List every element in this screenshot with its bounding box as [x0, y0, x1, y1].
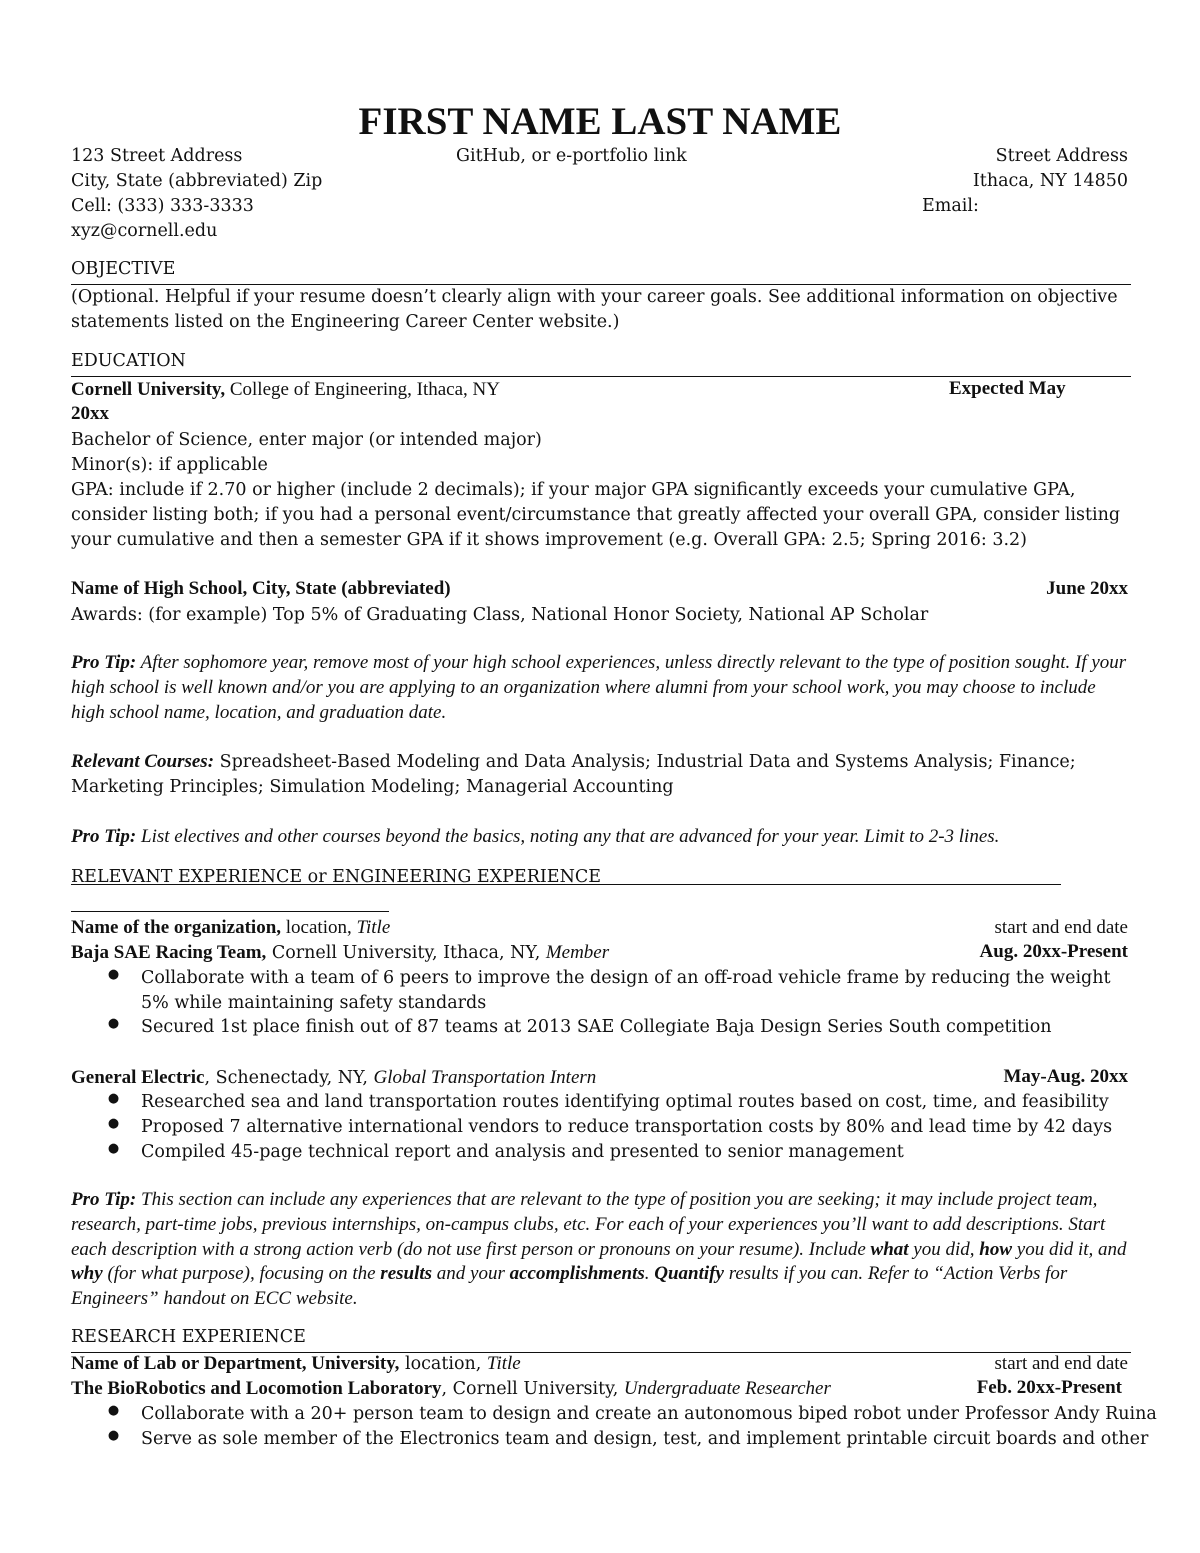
pro-tip-experience: Pro Tip: This section can include any experiences that are relevant to the type of position you are seeking; it may include project team, research, part-time jobs, previous internships, on-campus clubs, etc. For each of your experiences you’ll want to add descriptions. Start each description with a strong action verb (do not use first person or pronouns on your resume). Include what you did, how you did it, and why (for what purpose), focusing on the results and your accomplishments. Quantify results if you can. Refer to “Action Verbs for Engineers” handout on ECC website. — [71, 1189, 1127, 1310]
bullet-icon: ● — [107, 1428, 120, 1443]
address-line-1: 123 Street Address — [71, 146, 243, 166]
bullet-icon: ● — [107, 1403, 120, 1418]
baja-date: Aug. 20xx-Present — [979, 941, 1128, 962]
cornell-line — [71, 378, 500, 403]
baja-bullet-2: Secured 1st place finish out of 87 teams at 2013 SAE Collegiate Baja Design Series South competition — [141, 1017, 1052, 1037]
experience-heading: RELEVANT EXPERIENCE or ENGINEERING EXPERIENCE — [71, 867, 602, 887]
bullet-icon: ● — [107, 1091, 120, 1106]
pro-tip-label: Pro Tip: — [71, 652, 137, 673]
degree: Bachelor of Science, enter major (or intended major) — [71, 430, 542, 450]
high-school-date: June 20xx — [1046, 578, 1128, 599]
pro-tip-label: Pro Tip: — [71, 826, 137, 847]
experience-template-line: Name of the organization, location, Title — [71, 917, 391, 938]
expected-date: Expected May — [949, 378, 1066, 399]
lab-date: Feb. 20xx-Present — [976, 1377, 1122, 1398]
pro-tip-high-school: Pro Tip: After sophomore year, remove most of your high school experiences, unless directly relevant to the type of position sought. If your high school is well known and/or you are applying to an organization where alumni from your school work, you may choose to include high school name, location, and graduation date. — [71, 652, 1127, 723]
research-template-line: Name of Lab or Department, University, location, Title — [71, 1353, 521, 1374]
email-label: Email: — [922, 196, 979, 216]
experience-template-date: start and end date — [994, 917, 1128, 938]
email-address: xyz@cornell.edu — [71, 221, 218, 241]
pro-tip-courses: Pro Tip: List electives and other courses beyond the basics, noting any that are advanced for your year. Limit to 2-3 lines. — [71, 826, 1000, 847]
bullet-icon: ● — [107, 1016, 120, 1031]
ge-bullet-2: Proposed 7 alternative international vendors to reduce transportation costs by 80% and lead time by 42 days — [141, 1117, 1113, 1137]
objective-heading: OBJECTIVE — [71, 260, 1131, 285]
research-heading: RESEARCH EXPERIENCE — [71, 1328, 1131, 1353]
portfolio-link[interactable]: GitHub, or e-portfolio link — [456, 146, 687, 166]
bullet-icon: ● — [107, 1116, 120, 1131]
lab-line: The BioRobotics and Locomotion Laboratory, Cornell University, Undergraduate Researcher — [71, 1378, 831, 1399]
baja-line: Baja SAE Racing Team, Cornell University, Ithaca, NY, Member — [71, 942, 610, 963]
objective-text: (Optional. Helpful if your resume doesn’t clearly align with your career goals. See additional information on objective statements listed on the Engineering Career Center website.) — [71, 287, 1118, 332]
expected-year: 20xx — [71, 403, 109, 424]
ge-line: General Electric, Schenectady, NY, Global Transportation Intern — [71, 1067, 597, 1088]
lab-bullet-2: Serve as sole member of the Electronics team and design, test, and implement printable circuit boards and other — [141, 1429, 1149, 1449]
cell-phone: Cell: (333) 333-3333 — [71, 196, 254, 216]
baja-bullet-1: Collaborate with a team of 6 peers to improve the design of an off-road vehicle frame by reducing the weight 5% while maintaining safety standards — [141, 968, 1111, 1013]
experience-sub-rule — [71, 911, 389, 912]
courses-label: Relevant Courses: — [71, 751, 215, 772]
bullet-icon: ● — [107, 1141, 120, 1156]
college-location: College of Engineering, Ithaca, NY — [225, 379, 500, 400]
lab-bullet-1: Collaborate with a 20+ person team to design and create an autonomous biped robot under Professor Andy Ruina — [141, 1404, 1157, 1424]
minor: Minor(s): if applicable — [71, 455, 268, 475]
campus-address-line-2: Ithaca, NY 14850 — [972, 171, 1128, 191]
gpa-guidance: GPA: include if 2.70 or higher (include 2 decimals); if your major GPA significantly exceeds your cumulative GPA, consider listing both; if you had a personal event/circumstance that greatly affected your overall GPA, consider listing your cumulative and then a semester GPA if it shows improvement (e.g. Overall GPA: 2.5; Spring 2016: 3.2) — [71, 480, 1121, 550]
ge-date: May-Aug. 20xx — [1003, 1066, 1128, 1087]
experience-heading-rule — [71, 884, 1061, 885]
bullet-icon: ● — [107, 967, 120, 982]
school-name: Cornell University, — [71, 379, 226, 400]
ge-bullet-1: Researched sea and land transportation routes identifying optimal routes based on cost, time, and feasibility — [141, 1092, 1109, 1112]
campus-address-line-1: Street Address — [995, 146, 1128, 166]
relevant-courses: Relevant Courses: Spreadsheet-Based Modeling and Data Analysis; Industrial Data and Systems Analysis; Finance; Marketing Principles; Simulation Modeling; Managerial Accounting — [71, 751, 1076, 797]
address-line-2: City, State (abbreviated) Zip — [71, 171, 323, 191]
research-template-date: start and end date — [994, 1353, 1128, 1374]
high-school-awards: Awards: (for example) Top 5% of Graduating Class, National Honor Society, National AP Scholar — [71, 605, 929, 625]
high-school-name: Name of High School, City, State (abbreviated) — [71, 578, 451, 599]
ge-bullet-3: Compiled 45-page technical report and analysis and presented to senior management — [141, 1142, 904, 1162]
applicant-name: FIRST NAME LAST NAME — [358, 100, 842, 143]
education-heading: EDUCATION — [71, 352, 1131, 377]
